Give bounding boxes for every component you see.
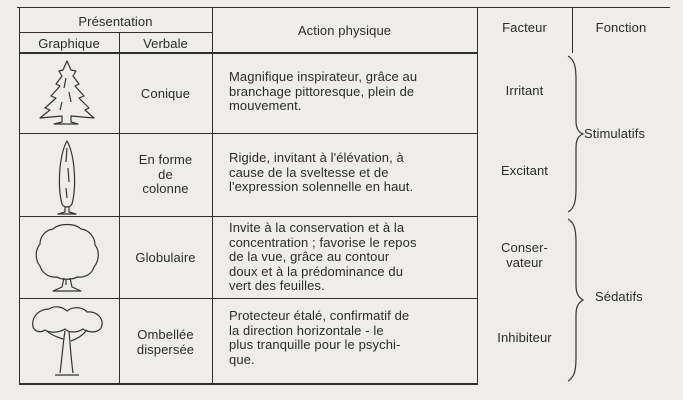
fonction-sedatifs: Sédatifs [595, 289, 643, 304]
row-4-verbale-line-1: Ombellée [137, 327, 194, 342]
row-divider-1 [19, 133, 478, 134]
row-1-action-line-2: branchage pittoresque, plein de [229, 83, 415, 99]
row-3-action-line-3: de la vue, grâce au contour [229, 249, 390, 264]
facteur-conservateur-line-1: Conser- [501, 240, 548, 255]
row-divider-2 [19, 216, 478, 217]
row-3-action-line-5: vert des feuilles. [229, 278, 325, 293]
row-4-action-line-4: que. [229, 351, 255, 367]
subheader-divider-presentation [19, 32, 212, 33]
row-3-action [229, 221, 470, 294]
row-divider-3 [19, 298, 478, 299]
row-2-action-line-1: Rigide, invitant à l'élévation, à [229, 150, 404, 165]
conical-tree-icon [36, 58, 98, 128]
table-left-border [19, 7, 20, 384]
row-3-verbale-line-1: Globulaire [135, 250, 196, 265]
facteur-conservateur [477, 241, 572, 270]
facteur-irritant: Irritant [505, 83, 544, 98]
row-2-action-line-2: cause de la sveltesse et de [229, 164, 389, 180]
row-3-verbale [119, 251, 212, 266]
brace-sedatifs [566, 217, 586, 383]
row-2-verbale-line-2: de [158, 166, 173, 182]
row-2-verbale-line-1: En forme [138, 152, 193, 167]
row-1-action-line-1: Magnifique inspirateur, grâce au [229, 69, 418, 84]
row-4-verbale-line-2: dispersée [136, 341, 195, 357]
row-2-action-line-3: l'expression solennelle en haut. [229, 179, 414, 194]
brace-stimulatifs [566, 54, 586, 214]
row-3-action-line-4: doux et à la prédominance du [229, 263, 404, 279]
header-verbale: Verbale [143, 36, 188, 51]
columnar-tree-icon [52, 138, 82, 216]
row-1-verbale [119, 87, 212, 102]
row-1-action [229, 70, 470, 114]
fonction-stimulatifs: Stimulatifs [584, 126, 646, 141]
facteur-inhibiteur: Inhibiteur [497, 330, 552, 345]
table-bottom-border [19, 383, 478, 385]
column-divider-presentation [212, 7, 213, 384]
row-4-action-line-1: Protecteur étalé, confirmatif de [229, 308, 410, 323]
row-3-action-line-2: concentration ; favorise le repos [229, 234, 417, 250]
row-1-verbale-line-1: Conique [140, 86, 191, 101]
row-4-verbale [119, 328, 212, 357]
row-2-verbale-line-3: colonne [142, 181, 189, 196]
header-fonction: Fonction [595, 20, 647, 35]
header-graphique: Graphique [38, 36, 100, 51]
row-4-action-line-3: plus tranquille pour le psychi- [229, 337, 401, 352]
globular-tree-icon [31, 221, 103, 295]
row-1-action-line-3: mouvement. [229, 98, 302, 113]
row-2-action [229, 151, 470, 195]
header-bottom-border [19, 52, 478, 54]
header-facteur: Facteur [502, 20, 547, 35]
row-3-action-line-1: Invite à la conservation et à la [229, 220, 405, 235]
header-action: Action physique [297, 23, 392, 38]
facteur-conservateur-line-2: vateur [506, 254, 543, 270]
column-divider-action [477, 7, 478, 384]
header-presentation: Présentation [78, 14, 153, 29]
row-4-action [229, 309, 470, 367]
row-2-verbale [119, 153, 212, 197]
umbrella-tree-icon [27, 303, 107, 381]
row-4-action-line-2: la direction horizontale - le [229, 322, 384, 338]
facteur-excitant: Excitant [500, 163, 549, 178]
